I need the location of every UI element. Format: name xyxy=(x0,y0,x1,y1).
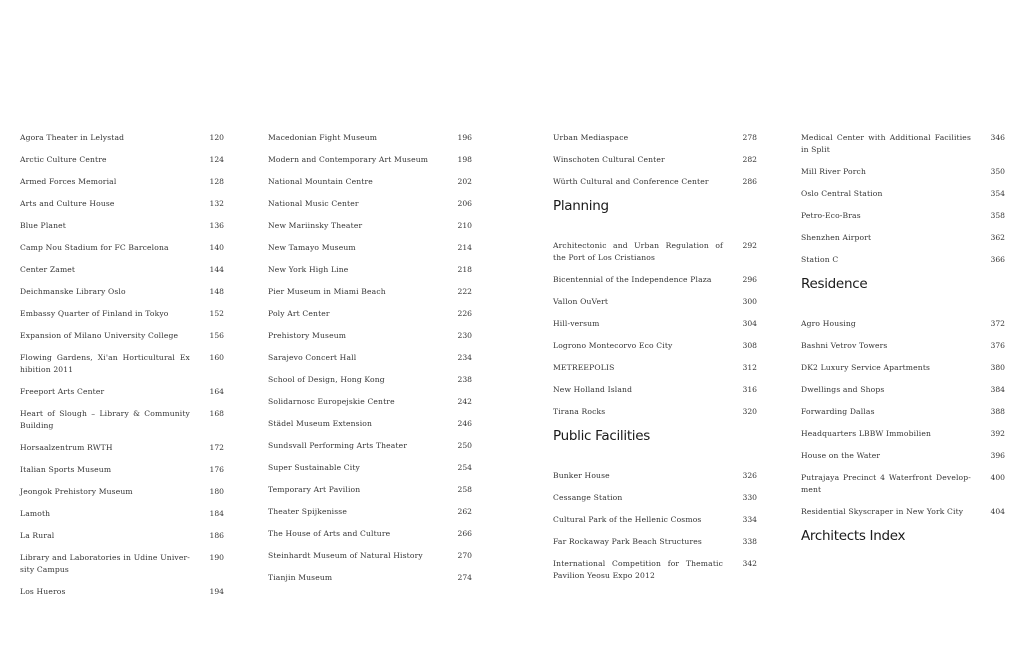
entry-title: School of Design, Hong Kong xyxy=(268,375,385,384)
entry-title: New Holland Island xyxy=(553,385,633,394)
index-entry xyxy=(801,232,1005,244)
entry-title: Dwellings and Shops xyxy=(801,385,885,394)
entry-title: New Mariinsky Theater xyxy=(268,221,363,230)
entry-title: Agora Theater in Lelystad xyxy=(20,133,125,142)
entry-title: Residential Skyscraper in New York City xyxy=(801,507,964,516)
entry-page-number: 300 xyxy=(742,297,757,306)
section-heading: Public Facilities xyxy=(553,428,651,444)
entry-title: Expansion of Milano University College xyxy=(20,331,179,340)
entry-title: Library and Laboratories in Udine Univer- sity Campus xyxy=(20,553,190,574)
entry-title: Jeongok Prehistory Museum xyxy=(20,487,133,496)
entry-title: Hill-versum xyxy=(553,319,600,328)
index-entry xyxy=(553,240,757,264)
entry-title: Tianjin Museum xyxy=(268,573,333,582)
index-entry xyxy=(268,308,472,320)
entry-page-number: 124 xyxy=(209,155,224,164)
index-entry xyxy=(268,506,472,518)
entry-page-number: 312 xyxy=(742,363,757,372)
index-entry xyxy=(553,274,757,286)
entry-page-number: 214 xyxy=(457,243,472,252)
entry-title: International Competition for Thematic Pavilion Yeosu Expo 2012 xyxy=(553,559,723,580)
entry-title: Heart of Slough – Library & Community Building xyxy=(20,409,190,430)
entry-page-number: 380 xyxy=(990,363,1005,372)
index-column-2 xyxy=(268,132,472,594)
index-entry xyxy=(268,132,472,144)
index-entry xyxy=(553,558,757,582)
index-entry xyxy=(801,428,1005,440)
index-entry xyxy=(801,188,1005,200)
entry-page-number: 180 xyxy=(209,487,224,496)
index-entry xyxy=(20,264,224,276)
entry-title: Vallon OuVert xyxy=(553,297,609,306)
entry-title: Los Hueros xyxy=(20,587,66,596)
index-entry xyxy=(20,586,224,598)
entry-page-number: 362 xyxy=(990,233,1005,242)
index-entry xyxy=(268,550,472,562)
entry-title: Blue Planet xyxy=(20,221,66,230)
index-entry xyxy=(20,330,224,342)
entry-title: Headquarters LBBW Immobilien xyxy=(801,429,932,438)
index-entry xyxy=(268,220,472,232)
entry-title: Logrono Montecorvo Eco City xyxy=(553,341,673,350)
index-entry xyxy=(20,408,224,432)
entry-title: Freeport Arts Center xyxy=(20,387,105,396)
entry-title: Camp Nou Stadium for FC Barcelona xyxy=(20,243,169,252)
index-entry xyxy=(801,340,1005,352)
entry-title: Bicentennial of the Independence Plaza xyxy=(553,275,712,284)
entry-title: Mill River Porch xyxy=(801,167,866,176)
entry-title: Center Zamet xyxy=(20,265,76,274)
index-entry xyxy=(801,472,1005,496)
entry-page-number: 392 xyxy=(990,429,1005,438)
index-entry xyxy=(20,464,224,476)
entry-title: Station C xyxy=(801,255,839,264)
entry-page-number: 270 xyxy=(457,551,472,560)
entry-title: Agro Housing xyxy=(801,319,856,328)
entry-title: Modern and Contemporary Art Museum xyxy=(268,155,429,164)
entry-page-number: 354 xyxy=(990,189,1005,198)
index-entry xyxy=(268,528,472,540)
entry-page-number: 350 xyxy=(990,167,1005,176)
entry-page-number: 330 xyxy=(742,493,757,502)
index-entry xyxy=(20,132,224,144)
entry-title: Temporary Art Pavilion xyxy=(268,485,361,494)
entry-page-number: 198 xyxy=(457,155,472,164)
entry-title: Shenzhen Airport xyxy=(801,233,872,242)
entry-page-number: 172 xyxy=(209,443,224,452)
entry-title: Italian Sports Museum xyxy=(20,465,112,474)
entry-title: Cessange Station xyxy=(553,493,623,502)
index-entry xyxy=(553,470,757,482)
entry-page-number: 202 xyxy=(457,177,472,186)
index-entry xyxy=(553,296,757,308)
index-column-4 xyxy=(801,132,1005,556)
entry-title: New Tamayo Museum xyxy=(268,243,356,252)
index-entry xyxy=(268,176,472,188)
index-entry xyxy=(553,154,757,166)
index-entry xyxy=(20,530,224,542)
index-entry xyxy=(268,440,472,452)
entry-page-number: 376 xyxy=(990,341,1005,350)
entry-page-number: 358 xyxy=(990,211,1005,220)
entry-page-number: 342 xyxy=(742,559,757,568)
index-entry xyxy=(553,362,757,374)
entry-title: Lamoth xyxy=(20,509,51,518)
index-entry xyxy=(20,508,224,520)
index-entry xyxy=(268,418,472,430)
index-entry xyxy=(553,132,757,144)
entry-page-number: 246 xyxy=(457,419,472,428)
entry-page-number: 292 xyxy=(742,241,757,250)
index-entry xyxy=(20,486,224,498)
entry-page-number: 128 xyxy=(209,177,224,186)
entry-page-number: 366 xyxy=(990,255,1005,264)
entry-page-number: 222 xyxy=(457,287,472,296)
entry-title: Urban Mediaspace xyxy=(553,133,629,142)
index-entry xyxy=(553,176,757,188)
index-entry xyxy=(268,286,472,298)
entry-title: Sundsvall Performing Arts Theater xyxy=(268,441,408,450)
entry-title: DK2 Luxury Service Apartments xyxy=(801,363,931,372)
entry-page-number: 230 xyxy=(457,331,472,340)
entry-title: La Rural xyxy=(20,531,55,540)
entry-title: Städel Museum Extension xyxy=(268,419,373,428)
entry-page-number: 196 xyxy=(457,133,472,142)
entry-title: Far Rockaway Park Beach Structures xyxy=(553,537,702,546)
entry-page-number: 254 xyxy=(457,463,472,472)
entry-page-number: 308 xyxy=(742,341,757,350)
entry-page-number: 210 xyxy=(457,221,472,230)
entry-title: Tirana Rocks xyxy=(553,407,606,416)
entry-title: Oslo Central Station xyxy=(801,189,883,198)
entry-page-number: 404 xyxy=(990,507,1005,516)
entry-page-number: 388 xyxy=(990,407,1005,416)
entry-title: House on the Water xyxy=(801,451,881,460)
index-entry xyxy=(268,352,472,364)
entry-page-number: 320 xyxy=(742,407,757,416)
entry-title: National Mountain Centre xyxy=(268,177,373,186)
index-entry xyxy=(20,198,224,210)
entry-title: Sarajevo Concert Hall xyxy=(268,353,357,362)
entry-page-number: 176 xyxy=(209,465,224,474)
entry-page-number: 326 xyxy=(742,471,757,480)
index-entry xyxy=(268,374,472,386)
index-entry xyxy=(801,318,1005,330)
index-entry xyxy=(801,210,1005,222)
entry-title: Flowing Gardens, Xi'an Horticultural Ex hibition 2011 xyxy=(20,353,190,374)
entry-title: New York High Line xyxy=(268,265,349,274)
index-entry xyxy=(268,396,472,408)
entry-page-number: 316 xyxy=(742,385,757,394)
index-entry xyxy=(20,352,224,376)
entry-title: The House of Arts and Culture xyxy=(268,529,391,538)
entry-page-number: 238 xyxy=(457,375,472,384)
entry-page-number: 148 xyxy=(209,287,224,296)
entry-page-number: 338 xyxy=(742,537,757,546)
section-heading: Architects Index xyxy=(801,528,906,544)
entry-title: National Music Center xyxy=(268,199,359,208)
entry-page-number: 152 xyxy=(209,309,224,318)
index-entry xyxy=(801,506,1005,518)
index-entry xyxy=(553,492,757,504)
index-entry xyxy=(268,198,472,210)
entry-title: Bashni Vetrov Towers xyxy=(801,341,888,350)
index-entry xyxy=(553,384,757,396)
entry-title: Würth Cultural and Conference Center xyxy=(553,177,709,186)
entry-page-number: 190 xyxy=(209,553,224,562)
index-entry xyxy=(20,386,224,398)
index-entry xyxy=(20,220,224,232)
entry-page-number: 262 xyxy=(457,507,472,516)
entry-title: Armed Forces Memorial xyxy=(20,177,117,186)
index-entry xyxy=(801,166,1005,178)
index-column-3 xyxy=(553,132,757,592)
entry-page-number: 194 xyxy=(209,587,224,596)
index-entry xyxy=(268,154,472,166)
entry-title: Steinhardt Museum of Natural History xyxy=(268,551,423,560)
index-entry xyxy=(801,384,1005,396)
section-heading: Residence xyxy=(801,276,868,292)
entry-title: Forwarding Dallas xyxy=(801,407,875,416)
entry-page-number: 120 xyxy=(209,133,224,142)
entry-page-number: 242 xyxy=(457,397,472,406)
entry-page-number: 274 xyxy=(457,573,472,582)
entry-page-number: 346 xyxy=(990,133,1005,142)
entry-page-number: 218 xyxy=(457,265,472,274)
index-entry xyxy=(801,132,1005,156)
entry-page-number: 278 xyxy=(742,133,757,142)
entry-page-number: 144 xyxy=(209,265,224,274)
entry-title: Poly Art Center xyxy=(268,309,330,318)
entry-page-number: 160 xyxy=(209,353,224,362)
index-entry xyxy=(553,340,757,352)
index-entry xyxy=(268,264,472,276)
entry-title: Putrajaya Precinct 4 Waterfront Develop- ment xyxy=(801,473,971,494)
entry-page-number: 372 xyxy=(990,319,1005,328)
entry-page-number: 296 xyxy=(742,275,757,284)
entry-page-number: 206 xyxy=(457,199,472,208)
index-entry xyxy=(553,536,757,548)
entry-page-number: 250 xyxy=(457,441,472,450)
entry-title: Winschoten Cultural Center xyxy=(553,155,665,164)
section-heading: Planning xyxy=(553,198,609,214)
entry-page-number: 334 xyxy=(742,515,757,524)
index-entry xyxy=(268,330,472,342)
index-entry xyxy=(553,318,757,330)
entry-title: Embassy Quarter of Finland in Tokyo xyxy=(20,309,169,318)
entry-title: Super Sustainable City xyxy=(268,463,360,472)
index-column-1 xyxy=(20,132,224,608)
entry-page-number: 286 xyxy=(742,177,757,186)
index-entry xyxy=(268,484,472,496)
entry-page-number: 186 xyxy=(209,531,224,540)
entry-page-number: 140 xyxy=(209,243,224,252)
entry-page-number: 282 xyxy=(742,155,757,164)
entry-title: Arctic Culture Centre xyxy=(20,155,107,164)
entry-page-number: 156 xyxy=(209,331,224,340)
entry-title: Medical Center with Additional Facilities in Split xyxy=(801,133,971,154)
entry-title: Prehistory Museum xyxy=(268,331,347,340)
entry-title: Arts and Culture House xyxy=(20,199,115,208)
entry-title: Horsaalzentrum RWTH xyxy=(20,443,113,452)
index-entry xyxy=(801,254,1005,266)
entry-title: Solidarnosc Europejskie Centre xyxy=(268,397,395,406)
entry-title: Macedonian Fight Museum xyxy=(268,133,378,142)
entry-page-number: 168 xyxy=(209,409,224,418)
index-entry xyxy=(20,154,224,166)
entry-page-number: 266 xyxy=(457,529,472,538)
index-entry xyxy=(268,242,472,254)
entry-page-number: 132 xyxy=(209,199,224,208)
index-entry xyxy=(801,362,1005,374)
index-entry xyxy=(20,286,224,298)
index-entry xyxy=(20,308,224,320)
entry-page-number: 384 xyxy=(990,385,1005,394)
entry-title: Cultural Park of the Hellenic Cosmos xyxy=(553,515,702,524)
index-entry xyxy=(801,450,1005,462)
index-entry xyxy=(20,242,224,254)
entry-title: Deichmanske Library Oslo xyxy=(20,287,126,296)
entry-title: Bunker House xyxy=(553,471,610,480)
entry-page-number: 164 xyxy=(209,387,224,396)
index-entry xyxy=(801,406,1005,418)
entry-title: Petro-Eco-Bras xyxy=(801,211,861,220)
entry-page-number: 400 xyxy=(990,473,1005,482)
index-entry xyxy=(268,462,472,474)
entry-page-number: 258 xyxy=(457,485,472,494)
entry-page-number: 226 xyxy=(457,309,472,318)
entry-page-number: 184 xyxy=(209,509,224,518)
entry-title: Theater Spijkenisse xyxy=(268,507,347,516)
index-entry xyxy=(553,406,757,418)
entry-page-number: 136 xyxy=(209,221,224,230)
index-entry xyxy=(268,572,472,584)
entry-title: METREEPOLIS xyxy=(553,363,615,372)
index-entry xyxy=(20,552,224,576)
entry-title: Architectonic and Urban Regulation of the Port of Los Cristianos xyxy=(553,241,723,262)
index-entry xyxy=(553,514,757,526)
entry-page-number: 304 xyxy=(742,319,757,328)
entry-page-number: 396 xyxy=(990,451,1005,460)
index-entry xyxy=(20,176,224,188)
entry-title: Pier Museum in Miami Beach xyxy=(268,287,386,296)
index-entry xyxy=(20,442,224,454)
entry-page-number: 234 xyxy=(457,353,472,362)
